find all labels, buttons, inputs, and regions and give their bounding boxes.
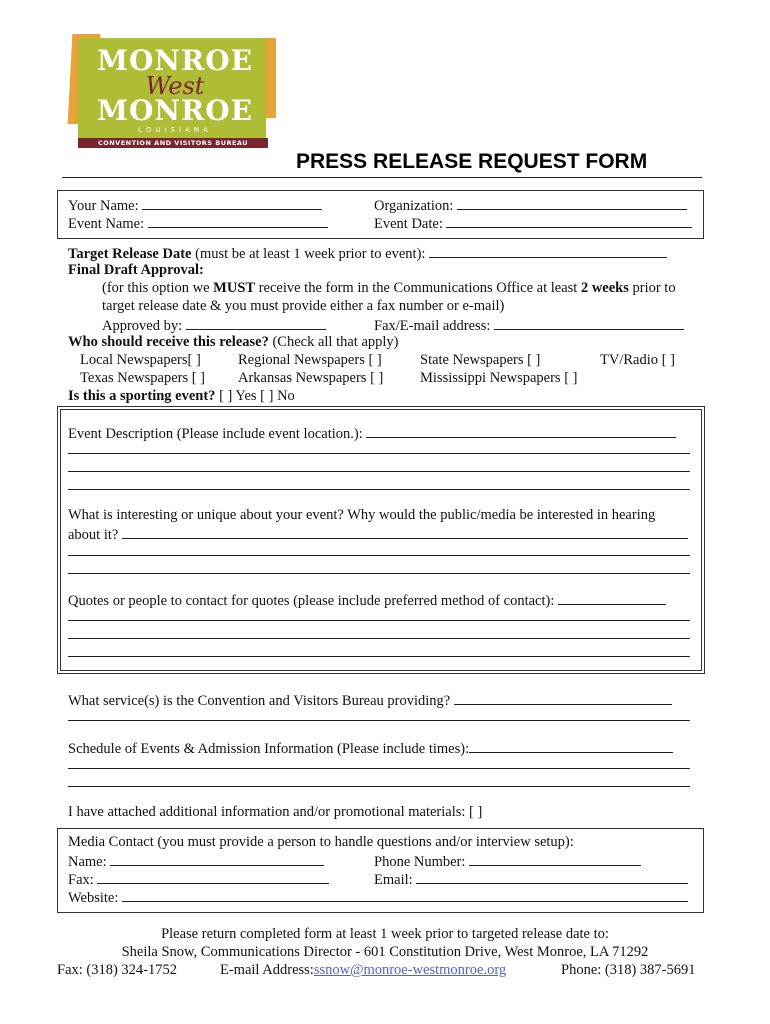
note-text-c: prior to [628,280,676,296]
services-field[interactable] [454,690,672,705]
note-must: MUST [213,280,256,296]
event-description-line-2[interactable] [68,453,690,454]
interesting-question-2 [68,524,688,544]
final-draft-row [68,261,204,279]
contact-fax-label: Fax: [68,872,94,888]
event-description-line-3[interactable] [68,471,690,472]
schedule-label: Schedule of Events & Admission Information (Please include times): [68,741,470,757]
interesting-line-3[interactable] [68,573,690,574]
checkbox-mississippi[interactable]: Mississippi Newspapers [ ] [420,370,578,386]
interesting-label: about it? [68,527,119,543]
quotes-row [68,590,666,610]
services-row [68,690,672,710]
contact-name-row [68,851,324,871]
event-description-line-4[interactable] [68,489,690,490]
who-receive-note: (Check all that apply) [268,334,399,350]
target-release-field[interactable] [429,243,667,258]
sporting-event-label: Is this a sporting event? [68,388,216,404]
approved-by-row [102,315,326,335]
contact-email-field[interactable] [416,869,688,884]
quotes-line-4[interactable] [68,656,690,657]
fax-email-label: Fax/E-mail address: [374,318,491,334]
final-draft-note-1 [102,279,676,297]
sporting-event-options[interactable]: [ ] Yes [ ] No [215,388,295,404]
contact-name-field[interactable] [110,851,324,866]
who-receive-label: Who should receive this release? [68,334,269,350]
note-text-b: receive the form in the Communications Office at least [255,280,581,296]
contact-phone-row [374,851,641,871]
interesting-question-1: What is interesting or unique about your event? Why would the public/media be interested in hearing [68,507,656,523]
contact-website-label: Website: [68,890,119,906]
logo-text-monroe-2: MONROE [97,94,253,127]
footer-phone: Phone: (318) 387-5691 [561,962,696,978]
schedule-line-3[interactable] [68,786,690,787]
quotes-line-2[interactable] [68,620,690,621]
services-line-2[interactable] [68,720,690,721]
contact-website-row [68,887,688,907]
final-draft-note-2: target release date & you must provide either a fax number or e-mail) [102,298,505,314]
contact-phone-label: Phone Number: [374,854,466,870]
checkbox-regional[interactable]: Regional Newspapers [ ] [238,352,382,368]
contact-name-label: Name: [68,854,107,870]
organization-label: Organization: [374,198,454,214]
note-2-weeks: 2 weeks [580,280,629,296]
your-name-row [68,195,322,215]
contact-email-row [374,869,688,889]
event-description-field[interactable] [366,423,676,438]
bureau-logo [78,38,273,150]
contact-website-field[interactable] [122,887,688,902]
attached-materials-checkbox[interactable]: I have attached additional information and/or promotional materials: [ ] [68,804,483,820]
target-release-row [68,243,667,263]
footer-email-link[interactable]: ssnow@monroe-westmonroe.org [313,962,507,978]
event-name-row [68,213,328,233]
form-title: PRESS RELEASE REQUEST FORM [296,150,648,173]
fax-email-row [374,315,684,335]
your-name-field[interactable] [142,195,322,210]
who-receive-row [68,333,399,351]
event-name-field[interactable] [148,213,328,228]
checkbox-local[interactable]: Local Newspapers[ ] [80,352,201,368]
final-draft-label: Final Draft Approval: [68,262,204,278]
footer-email-row [220,961,506,979]
quotes-line-3[interactable] [68,638,690,639]
target-release-note: (must be at least 1 week prior to event): [191,246,426,262]
note-text-a: (for this option we [102,280,214,296]
your-name-label: Your Name: [68,198,139,214]
interesting-field[interactable] [122,524,688,539]
services-label: What service(s) is the Convention and Visitors Bureau providing? [68,693,451,709]
schedule-field[interactable] [469,738,673,753]
approved-by-field[interactable] [186,315,326,330]
event-date-label: Event Date: [374,216,443,232]
footer-return-instructions: Please return completed form at least 1 week prior to targeted release date to: [161,926,609,942]
checkbox-texas[interactable]: Texas Newspapers [ ] [80,370,206,386]
target-release-label: Target Release Date [68,246,192,262]
logo-text-louisiana: LOUISIANA [138,126,212,134]
contact-fax-field[interactable] [97,869,329,884]
sporting-event-row [68,387,295,405]
media-contact-heading: Media Contact (you must provide a person to handle questions and/or interview setup): [68,834,574,850]
checkbox-arkansas[interactable]: Arkansas Newspapers [ ] [238,370,384,386]
organization-field[interactable] [457,195,687,210]
logo-text-bureau: CONVENTION AND VISITORS BUREAU [97,139,249,147]
interesting-line-2[interactable] [68,555,690,556]
footer-email-label: E-mail Address: [220,962,314,978]
footer-fax: Fax: (318) 324-1752 [57,962,178,978]
organization-row [374,195,687,215]
event-name-label: Event Name: [68,216,145,232]
contact-phone-field[interactable] [469,851,641,866]
contact-fax-row [68,869,329,889]
schedule-line-2[interactable] [68,768,690,769]
quotes-field[interactable] [558,590,666,605]
event-description-row [68,423,676,443]
fax-email-field[interactable] [494,315,684,330]
event-date-field[interactable] [446,213,692,228]
schedule-row [68,738,673,758]
logo-text-monroe: MONROE [97,44,253,77]
title-underline [62,177,702,178]
checkbox-state[interactable]: State Newspapers [ ] [420,352,541,368]
quotes-label: Quotes or people to contact for quotes (please include preferred method of contact): [68,593,555,609]
event-date-row [374,213,692,233]
approved-by-label: Approved by: [102,318,183,334]
logo-text-west: West [145,72,205,100]
footer-contact-address: Sheila Snow, Communications Director - 601 Constitution Drive, West Monroe, LA 71292 [121,944,649,960]
event-description-label: Event Description (Please include event location.): [68,426,363,442]
checkbox-tvradio[interactable]: TV/Radio [ ] [600,352,675,368]
contact-email-label: Email: [374,872,413,888]
